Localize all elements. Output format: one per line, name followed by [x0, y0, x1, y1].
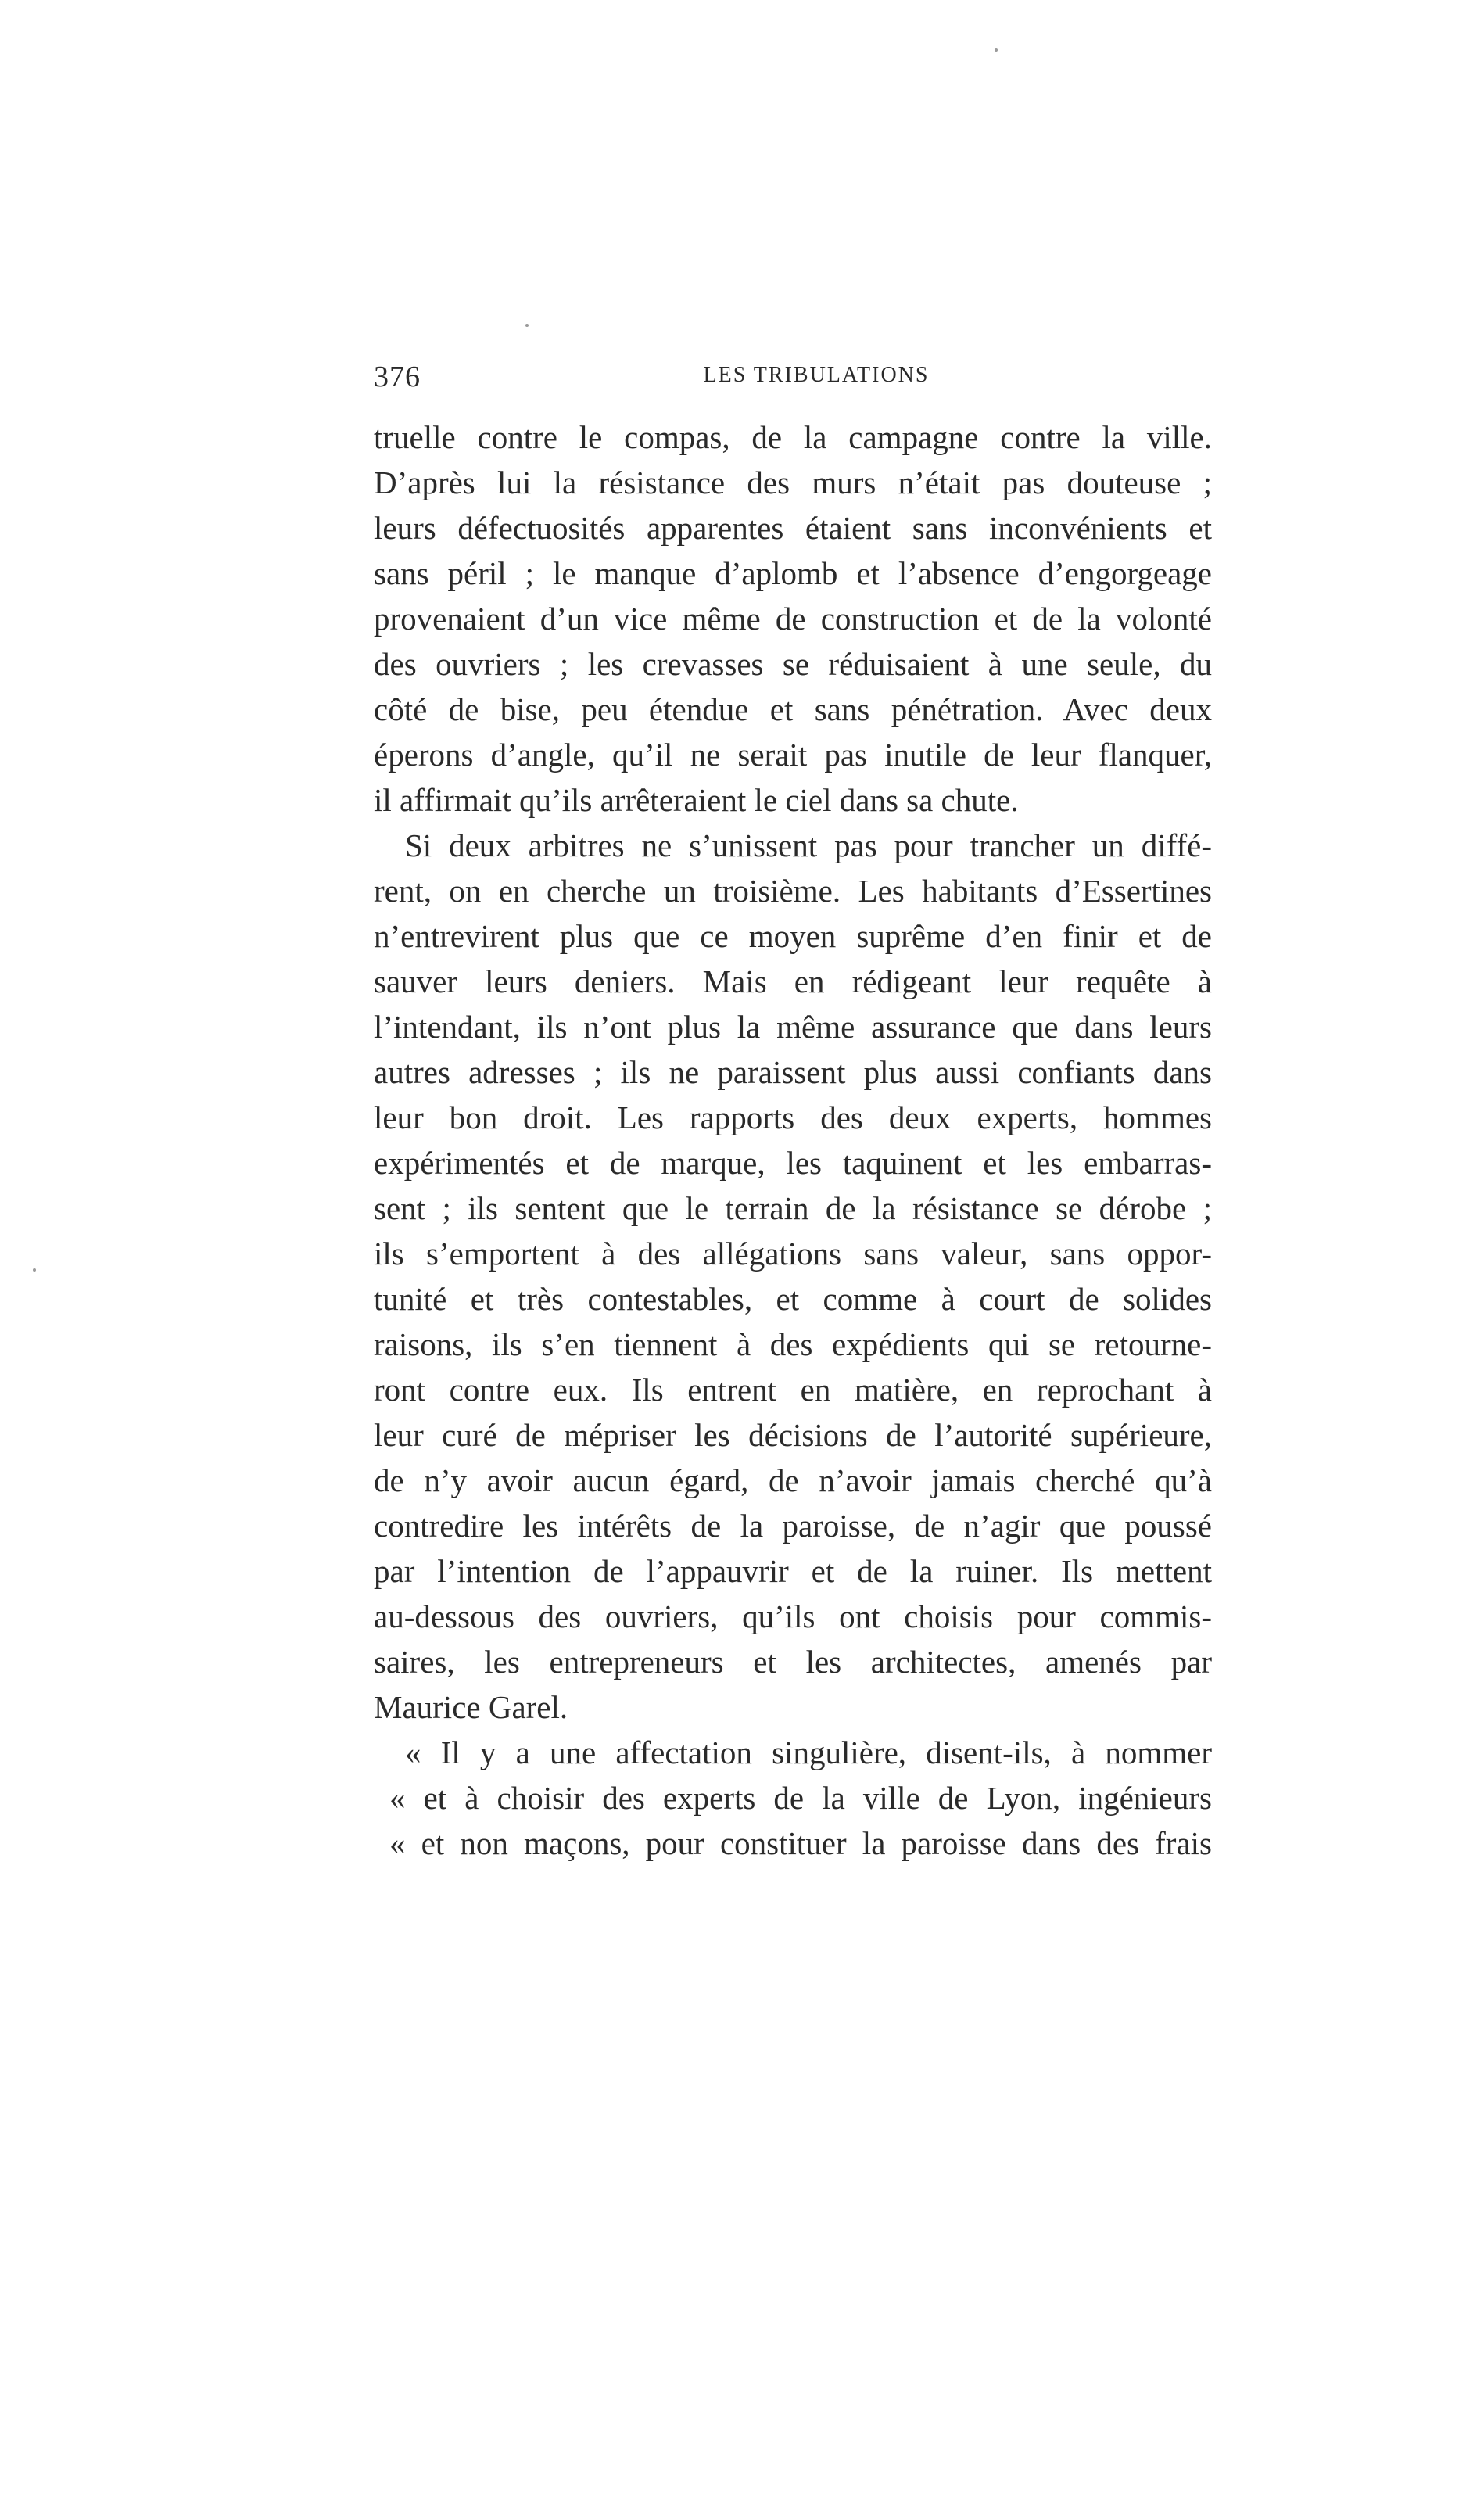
text-line: D’après lui la résistance des murs n’était pas douteuse ; [374, 465, 1212, 500]
text-line: par l’intention de l’appauvrir et de la ruiner. Ils mettent [374, 1553, 1212, 1589]
page-header [374, 352, 1212, 399]
text-line: raisons, ils s’en tiennent à des expédients qui se retourne- [374, 1326, 1212, 1362]
page-speck [525, 324, 529, 327]
text-line: « et à choisir des experts de la ville de Lyon, ingénieurs [389, 1780, 1212, 1816]
text-line: sans péril ; le manque d’aplomb et l’absence d’engorgeage [374, 555, 1212, 591]
text-line: leurs défectuosités apparentes étaient sans inconvénients et [374, 510, 1212, 546]
text-line: leur bon droit. Les rapports des deux experts, hommes [374, 1099, 1212, 1135]
page-speck [33, 1268, 36, 1272]
text-line: « Il y a une affectation singulière, disent-ils, à nommer [405, 1734, 1212, 1770]
page-number: 376 [374, 360, 421, 393]
body-text [374, 414, 1212, 1866]
text-line: saires, les entrepreneurs et les architectes, amenés par [374, 1644, 1212, 1680]
text-line: Si deux arbitres ne s’unissent pas pour trancher un diffé- [405, 827, 1212, 863]
text-line: autres adresses ; ils ne paraissent plus aussi confiants dans [374, 1054, 1212, 1090]
text-line: l’intendant, ils n’ont plus la même assurance que dans leurs [374, 1009, 1212, 1045]
text-line: il affirmait qu’ils arrêteraient le ciel dans sa chute. [374, 782, 1019, 818]
text-line: Maurice Garel. [374, 1689, 568, 1725]
text-line: ils s’emportent à des allégations sans valeur, sans oppor- [374, 1236, 1212, 1272]
text-line: contredire les intérêts de la paroisse, de n’agir que poussé [374, 1508, 1212, 1544]
text-line: « et non maçons, pour constituer la paroisse dans des frais [389, 1825, 1212, 1861]
text-line: tunité et très contestables, et comme à court de solides [374, 1281, 1212, 1317]
text-line: au-dessous des ouvriers, qu’ils ont choisis pour commis- [374, 1598, 1212, 1634]
text-line: des ouvriers ; les crevasses se réduisaient à une seule, du [374, 646, 1212, 682]
text-line: sent ; ils sentent que le terrain de la résistance se dérobe ; [374, 1190, 1212, 1226]
text-line: n’entrevirent plus que ce moyen suprême d’en finir et de [374, 918, 1212, 954]
text-line: truelle contre le compas, de la campagne contre la ville. [374, 419, 1212, 455]
page-speck [995, 48, 998, 52]
text-line: côté de bise, peu étendue et sans pénétration. Avec deux [374, 691, 1212, 727]
text-line: ront contre eux. Ils entrent en matière, en reprochant à [374, 1372, 1212, 1408]
text-line: sauver leurs deniers. Mais en rédigeant leur requête à [374, 963, 1212, 999]
text-line: provenaient d’un vice même de construction et de la volonté [374, 601, 1212, 637]
text-line: de n’y avoir aucun égard, de n’avoir jamais cherché qu’à [374, 1462, 1212, 1498]
text-line: leur curé de mépriser les décisions de l’autorité supérieure, [374, 1417, 1212, 1453]
running-head: LES TRIBULATIONS [703, 363, 930, 387]
text-line: expérimentés et de marque, les taquinent et les embarras- [374, 1145, 1212, 1181]
text-line: éperons d’angle, qu’il ne serait pas inutile de leur flanquer, [374, 737, 1212, 773]
text-line: rent, on en cherche un troisième. Les habitants d’Essertines [374, 873, 1212, 909]
